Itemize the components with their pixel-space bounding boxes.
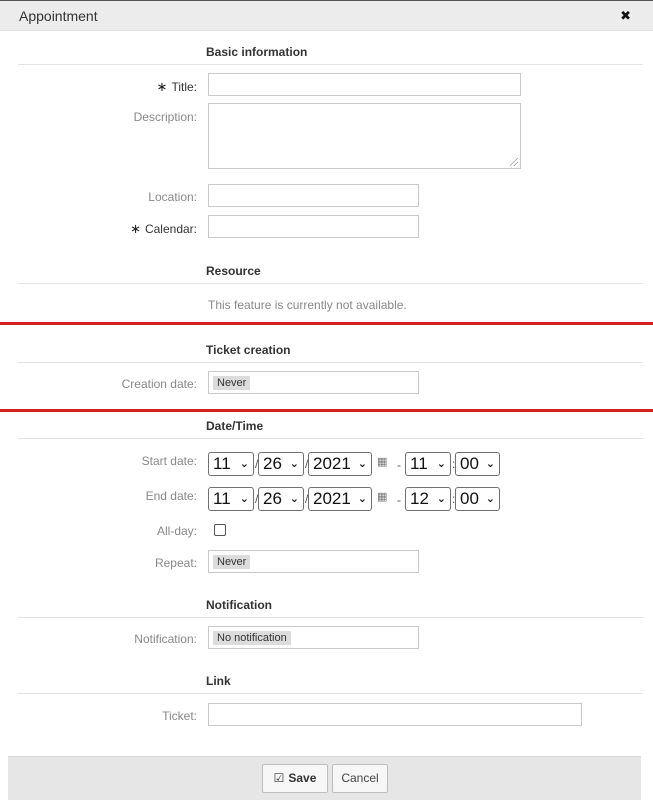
calendar-icon[interactable]: ▦ bbox=[377, 491, 388, 503]
start-year-select[interactable]: 2021 ⌄ bbox=[308, 452, 372, 476]
divider bbox=[18, 283, 643, 284]
date-separator: / bbox=[255, 457, 259, 471]
resize-grip-icon[interactable] bbox=[510, 158, 518, 166]
range-dash: - bbox=[397, 458, 401, 472]
divider bbox=[18, 617, 643, 618]
check-square-icon: ☑ bbox=[273, 771, 285, 785]
description-textarea[interactable] bbox=[208, 103, 521, 169]
start-month-select[interactable]: 11 ⌄ bbox=[208, 452, 254, 476]
resource-unavailable-note: This feature is currently not available. bbox=[208, 298, 407, 312]
dialog-title: Appointment bbox=[19, 8, 98, 24]
ticket-input[interactable] bbox=[208, 703, 582, 726]
creation-date-select[interactable] bbox=[208, 371, 419, 394]
start-hour-select[interactable]: 11 ⌄ bbox=[405, 452, 451, 476]
chevron-down-icon: ⌄ bbox=[485, 493, 495, 505]
creation-date-label: Creation date: bbox=[121, 377, 197, 391]
dialog-footer bbox=[8, 756, 641, 800]
chevron-down-icon: ⌄ bbox=[357, 493, 367, 505]
highlight-line-top bbox=[0, 322, 653, 325]
date-separator: / bbox=[305, 457, 309, 471]
end-year-select[interactable]: 2021 ⌄ bbox=[308, 487, 372, 511]
calendar-label: ∗ Calendar: bbox=[130, 221, 197, 236]
chevron-down-icon: ⌄ bbox=[357, 458, 367, 470]
required-marker: ∗ bbox=[156, 79, 168, 94]
section-datetime: Date/Time bbox=[206, 419, 264, 433]
allday-checkbox[interactable] bbox=[214, 524, 226, 536]
start-minute-select[interactable]: 00 ⌄ bbox=[455, 452, 500, 476]
allday-label: All-day: bbox=[156, 524, 197, 538]
end-hour-select[interactable]: 12 ⌄ bbox=[405, 487, 451, 511]
location-input[interactable] bbox=[208, 184, 419, 207]
description-label: Description: bbox=[133, 110, 197, 124]
range-dash: - bbox=[397, 493, 401, 507]
time-separator: : bbox=[452, 457, 456, 471]
title-input[interactable] bbox=[208, 73, 521, 96]
chevron-down-icon: ⌄ bbox=[289, 493, 299, 505]
notification-value: No notification bbox=[213, 631, 291, 645]
section-notification: Notification bbox=[206, 598, 272, 612]
end-minute-select[interactable]: 00 ⌄ bbox=[455, 487, 500, 511]
section-resource: Resource bbox=[206, 264, 261, 278]
divider bbox=[18, 362, 643, 363]
divider bbox=[18, 64, 643, 65]
close-icon[interactable]: ✖ bbox=[620, 8, 631, 23]
calendar-icon[interactable]: ▦ bbox=[377, 456, 388, 468]
ticket-label: Ticket: bbox=[162, 709, 197, 723]
save-button[interactable]: ☑ Save bbox=[262, 764, 328, 793]
notification-label: Notification: bbox=[134, 632, 197, 646]
divider bbox=[18, 693, 643, 694]
repeat-value: Never bbox=[213, 555, 250, 569]
repeat-label: Repeat: bbox=[154, 556, 197, 570]
end-date-label: End date: bbox=[145, 489, 197, 503]
chevron-down-icon: ⌄ bbox=[239, 493, 249, 505]
chevron-down-icon: ⌄ bbox=[436, 493, 446, 505]
calendar-input[interactable] bbox=[208, 215, 419, 238]
time-separator: : bbox=[452, 492, 456, 506]
repeat-select[interactable] bbox=[208, 550, 419, 573]
start-day-select[interactable]: 26 ⌄ bbox=[258, 452, 304, 476]
divider bbox=[18, 438, 643, 439]
chevron-down-icon: ⌄ bbox=[436, 458, 446, 470]
date-separator: / bbox=[255, 492, 259, 506]
location-label: Location: bbox=[148, 190, 197, 204]
section-link: Link bbox=[206, 674, 231, 688]
start-date-label: Start date: bbox=[141, 454, 197, 468]
chevron-down-icon: ⌄ bbox=[289, 458, 299, 470]
notification-select[interactable] bbox=[208, 626, 419, 649]
section-basic-information: Basic information bbox=[206, 45, 308, 59]
dialog-titlebar bbox=[0, 0, 653, 31]
required-marker: ∗ bbox=[130, 221, 141, 236]
chevron-down-icon: ⌄ bbox=[485, 458, 495, 470]
section-ticket-creation: Ticket creation bbox=[206, 343, 291, 357]
highlight-line-bottom bbox=[0, 409, 653, 412]
chevron-down-icon: ⌄ bbox=[239, 458, 249, 470]
end-day-select[interactable]: 26 ⌄ bbox=[258, 487, 304, 511]
date-separator: / bbox=[305, 492, 309, 506]
creation-date-value: Never bbox=[213, 376, 250, 390]
cancel-button[interactable]: Cancel bbox=[332, 764, 388, 793]
end-month-select[interactable]: 11 ⌄ bbox=[208, 487, 254, 511]
title-label: ∗ Title: bbox=[156, 79, 197, 94]
